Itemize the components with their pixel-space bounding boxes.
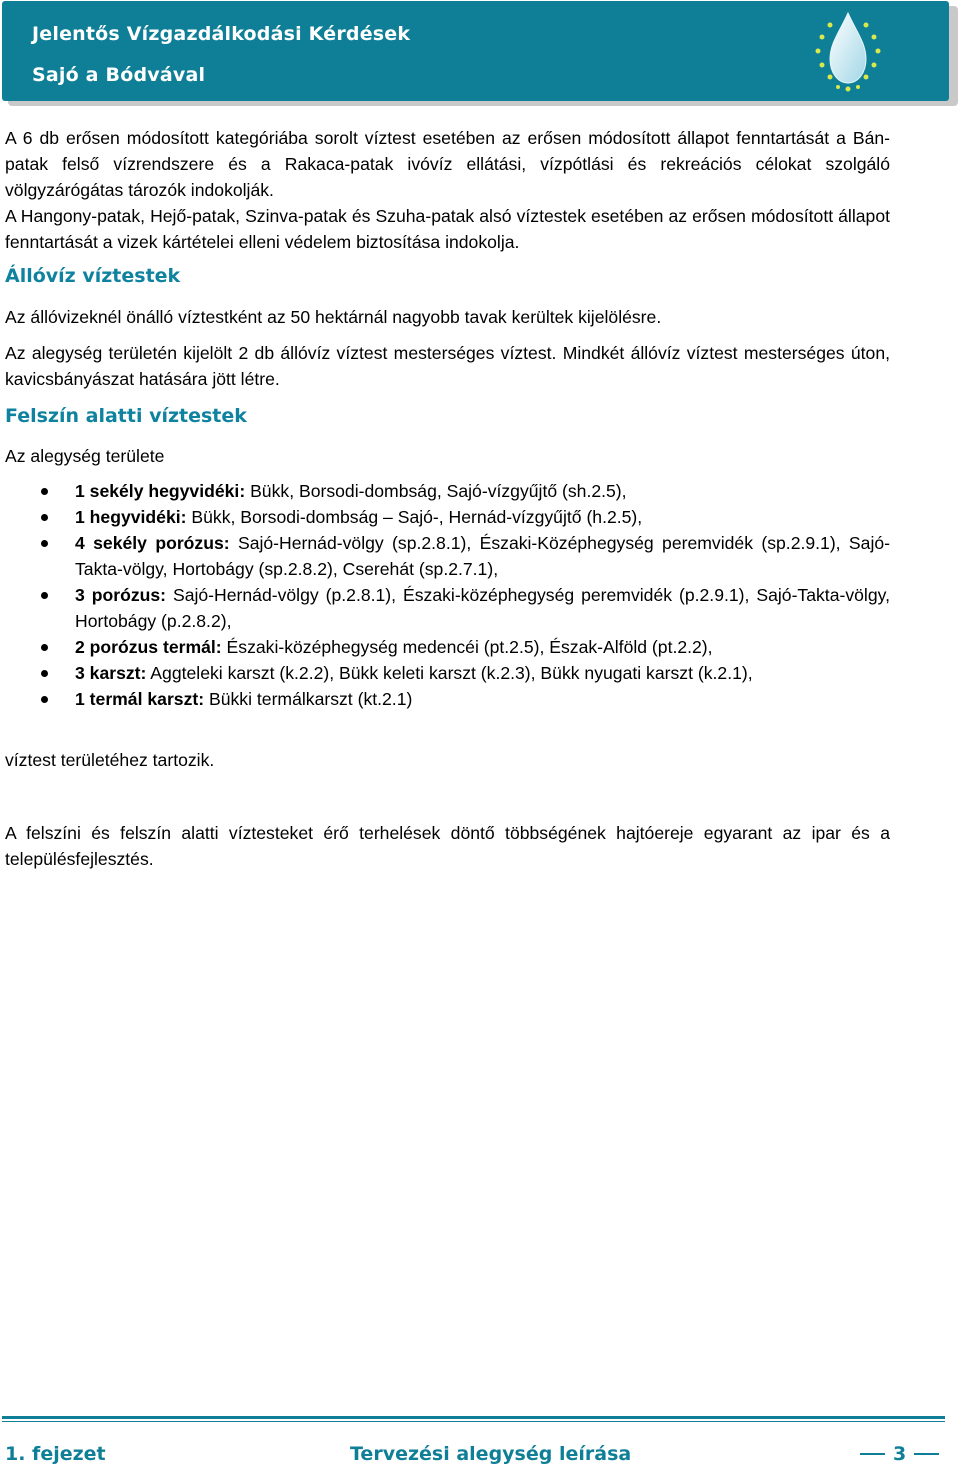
list-item-label: 3 porózus: (75, 585, 167, 605)
list-item (5, 582, 890, 634)
paragraph-artificial-lakes: Az alegység területén kijelölt 2 db állóvíz víztest mesterséges víztest. Mindkét állóvíz víztest mesterséges úton, kavicsbányászat hatására jött létre. (5, 343, 890, 389)
paragraph-belongs-to: víztest területéhez tartozik. (5, 750, 215, 770)
footer-divider-thin (2, 1421, 945, 1422)
list-item-text: Bükk, Borsodi-dombság, Sajó-vízgyűjtő (sh.2.5), (245, 481, 627, 501)
footer-page-number (860, 1443, 939, 1465)
footer-dash-right (914, 1453, 939, 1455)
paragraph-area-intro: Az alegység területe (5, 446, 165, 466)
list-item-text: Sajó-Hernád-völgy (sp.2.8.1), Északi-Középhegység peremvidék (sp.2.9.1), Sajó-Takta-völgy, Hortobágy (sp.2.8.2), Cserehát (sp.2.7.1), (75, 533, 891, 579)
list-item-label: 2 porózus termál: (75, 637, 222, 657)
list-item-label: 1 sekély hegyvidéki: (75, 481, 246, 501)
list-item (5, 660, 890, 686)
list-item-text: Sajó-Hernád-völgy (p.2.8.1), Északi-középhegység peremvidék (p.2.9.1), Sajó-Takta-völgy, Hortobágy (p.2.8.2), (75, 585, 890, 631)
header-subtitle: Sajó a Bódvával (32, 64, 206, 86)
list-item-text: Bükk, Borsodi-dombság – Sajó-, Hernád-vízgyűjtő (h.2.5), (186, 507, 643, 527)
list-item (5, 478, 890, 504)
list-item (5, 530, 890, 582)
eu-water-drop-logo-icon (808, 7, 888, 97)
footer-dash-left (860, 1453, 885, 1455)
list-item-label: 3 karszt: (75, 663, 147, 683)
heading-standing-water: Állóvíz víztestek (5, 265, 181, 287)
list-item (5, 504, 890, 530)
paragraph-lakes-criteria: Az állóvizeknél önálló víztestként az 50 hektárnál nagyobb tavak kerültek kijelölésre. (5, 307, 662, 327)
groundwater-bodies-list (5, 478, 890, 712)
paragraph-pressures: A felszíni és felszín alatti víztesteket érő terhelések döntő többségének hajtóereje egyarant az ipar és a településfejlesztés. (5, 823, 890, 869)
list-item-label: 1 hegyvidéki: (75, 507, 187, 527)
footer-divider (2, 1416, 945, 1419)
list-item-label: 4 sekély porózus: (75, 533, 230, 553)
paragraph-modified-reservoirs: A 6 db erősen módosított kategóriába sorolt víztest esetében az erősen módosított állapot fenntartását a Bán-patak felső vízrendszere és a Rakaca-patak ivóvíz ellátási, vízpótlási és rekreációs célokat szolgáló völgyzárógátas tározók indokolják. (5, 128, 890, 200)
footer-chapter: 1. fejezet (5, 1443, 106, 1465)
paragraph-flood-protection: A Hangony-patak, Hejő-patak, Szinva-patak és Szuha-patak alsó víztestek esetében az erősen módosított állapot fenntartását a vizek kártételei elleni védelem biztosítása indokolja. (5, 206, 890, 252)
list-item (5, 634, 890, 660)
list-item-text: Északi-középhegység medencéi (pt.2.5), Észak-Alföld (pt.2.2), (221, 637, 713, 657)
footer-section: Tervezési alegység leírása (350, 1443, 632, 1465)
page-header (2, 1, 949, 101)
list-item-text: Bükki termálkarszt (kt.2.1) (204, 689, 413, 709)
list-item-label: 1 termál karszt: (75, 689, 205, 709)
page-number: 3 (893, 1443, 907, 1465)
header-title: Jelentős Vízgazdálkodási Kérdések (32, 23, 411, 45)
list-item-text: Aggteleki karszt (k.2.2), Bükk keleti karszt (k.2.3), Bükk nyugati karszt (k.2.1), (146, 663, 753, 683)
heading-groundwater: Felszín alatti víztestek (5, 405, 247, 427)
list-item (5, 686, 890, 712)
